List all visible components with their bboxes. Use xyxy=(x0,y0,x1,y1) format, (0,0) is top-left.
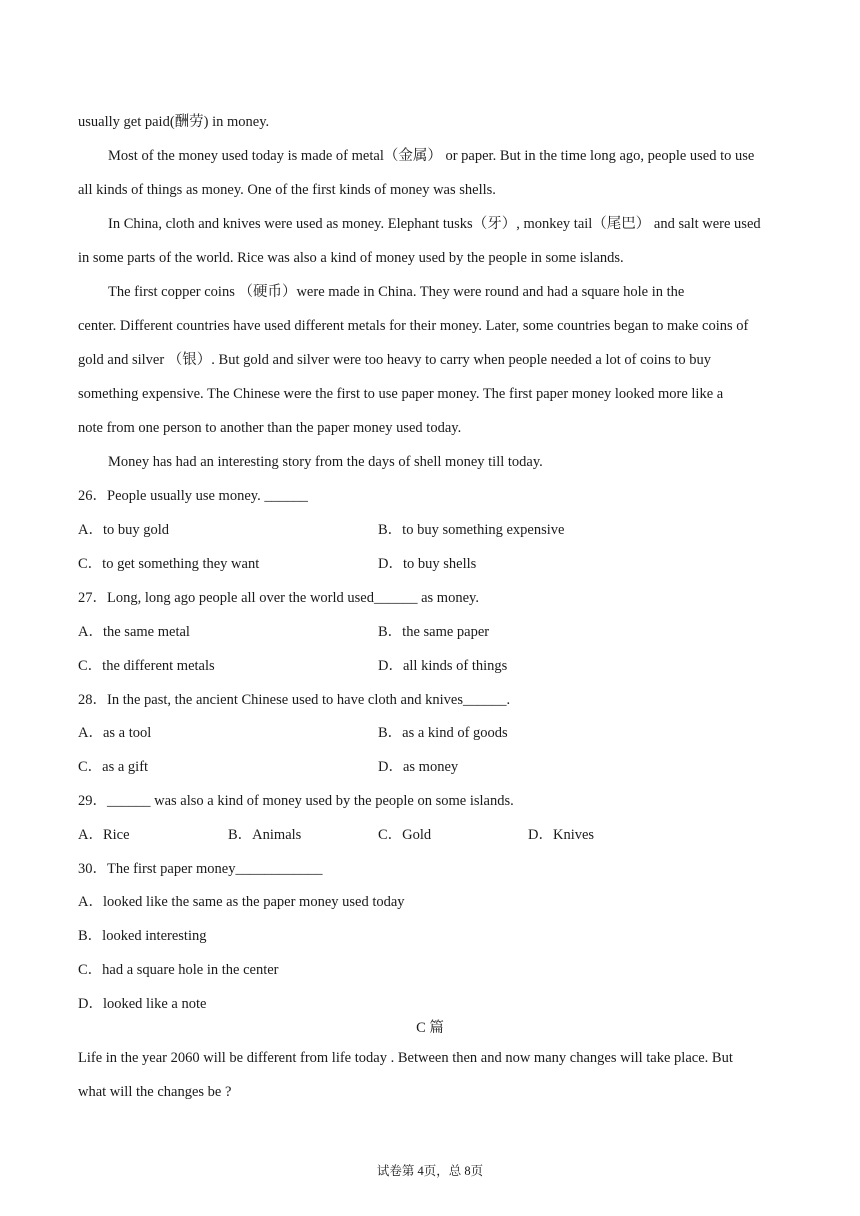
passage-line: gold and silver （银）. But gold and silver were too heavy to carry when people needed a lot of coins to buy xyxy=(78,352,712,368)
option-b[interactable]: B．Animals xyxy=(228,827,302,843)
passage-line: something expensive. The Chinese were the first to use paper money. The first paper money looked more like a xyxy=(78,386,724,402)
option-b[interactable]: B．as a kind of goods xyxy=(378,725,508,741)
option-c[interactable]: C．the different metals xyxy=(78,658,215,674)
passage-line: The first copper coins （硬币）were made in China. They were round and had a square hole in the xyxy=(108,284,685,300)
passage-line: note from one person to another than the paper money used today. xyxy=(78,420,462,436)
option-d[interactable]: D．to buy shells xyxy=(378,556,477,572)
option-d[interactable]: D．as money xyxy=(378,759,459,775)
option-a[interactable]: A．the same metal xyxy=(78,624,190,640)
option-d[interactable]: D．looked like a note xyxy=(78,996,207,1012)
passage-line: In China, cloth and knives were used as money. Elephant tusks（牙）, monkey tail（尾巴） and salt were used xyxy=(108,216,761,232)
passage-line: Money has had an interesting story from the days of shell money till today. xyxy=(108,454,543,470)
question-stem: 26．People usually use money. ______ xyxy=(78,488,308,504)
option-c[interactable]: C．as a gift xyxy=(78,759,149,775)
passage-line: in some parts of the world. Rice was also a kind of money used by the people in some islands. xyxy=(78,250,624,266)
option-c[interactable]: C．to get something they want xyxy=(78,556,260,572)
option-d[interactable]: D．Knives xyxy=(528,827,595,843)
question-stem: 28．In the past, the ancient Chinese used to have cloth and knives______. xyxy=(78,692,511,708)
page-footer: 试卷第 4页，总 8页 xyxy=(376,1164,484,1178)
option-b[interactable]: B．the same paper xyxy=(378,624,490,640)
option-c[interactable]: C．had a square hole in the center xyxy=(78,962,279,978)
option-b[interactable]: B．to buy something expensive xyxy=(378,522,565,538)
question-stem: 27．Long, long ago people all over the world used______ as money. xyxy=(78,590,479,606)
option-a[interactable]: A．looked like the same as the paper money used today xyxy=(78,894,405,910)
question-stem: 30．The first paper money____________ xyxy=(78,861,323,877)
option-a[interactable]: A．Rice xyxy=(78,827,130,843)
passage-line: Life in the year 2060 will be different from life today . Between then and now many changes will take place. But xyxy=(78,1050,733,1066)
question-stem: 29．______ was also a kind of money used by the people on some islands. xyxy=(78,793,514,809)
option-b[interactable]: B．looked interesting xyxy=(78,928,207,944)
passage-line: what will the changes be ? xyxy=(78,1084,232,1100)
section-heading: C 篇 xyxy=(416,1020,444,1036)
option-a[interactable]: A．as a tool xyxy=(78,725,152,741)
passage-line: all kinds of things as money. One of the first kinds of money was shells. xyxy=(78,182,496,198)
option-c[interactable]: C．Gold xyxy=(378,827,432,843)
option-a[interactable]: A．to buy gold xyxy=(78,522,170,538)
passage-line: usually get paid(酬劳) in money. xyxy=(78,114,270,130)
passage-line: Most of the money used today is made of metal（金属） or paper. But in the time long ago, people used to use xyxy=(108,148,755,164)
option-d[interactable]: D．all kinds of things xyxy=(378,658,508,674)
passage-line: center. Different countries have used different metals for their money. Later, some countries began to make coins of xyxy=(78,318,749,334)
